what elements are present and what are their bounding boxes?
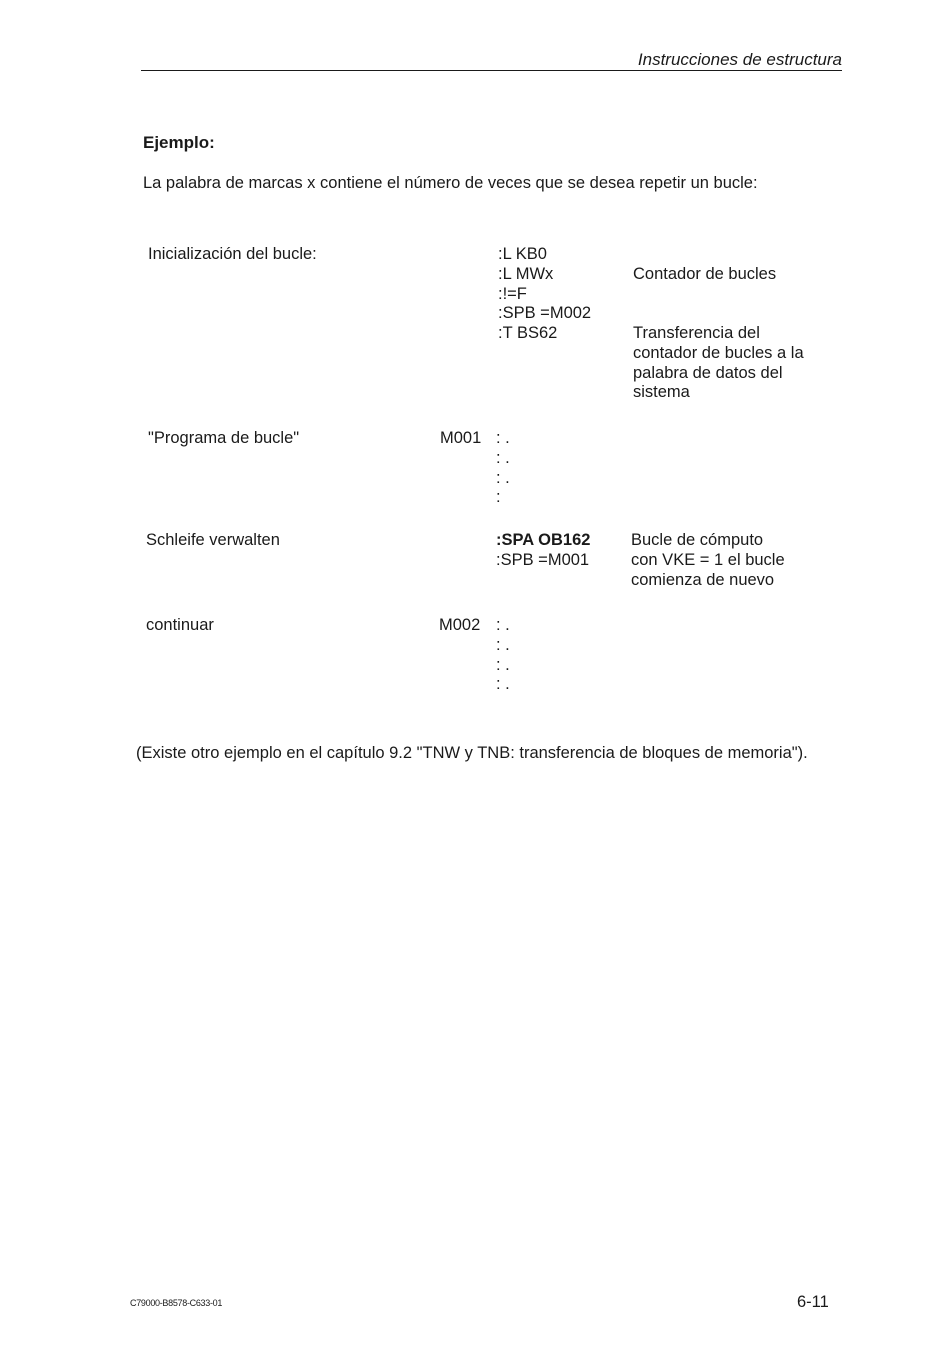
comment-line: comienza de nuevo [631,570,775,589]
comment-line: palabra de datos del [633,363,783,382]
init-code-block [498,245,591,344]
code-line: :!=F [498,284,527,303]
comment-line: Transferencia del [633,324,760,342]
continue-marker: M002 [439,616,481,634]
code-line: : [496,488,501,507]
example-heading: Ejemplo: [143,133,215,152]
code-line: : . [496,655,510,674]
loop-code-block [496,429,510,508]
code-line: : . [496,675,510,694]
code-line: : . [496,635,510,654]
code-line: : . [496,468,510,487]
document-code: C79000-B8578-C633-01 [130,1298,223,1308]
continue-code-block [496,616,510,695]
init-label: Inicialización del bucle: [148,245,317,263]
loop-label: "Programa de bucle" [148,429,300,447]
continue-label: continuar [146,616,214,634]
code-line: :L KB0 [498,245,547,263]
comment-line: Bucle de cómputo [631,531,764,549]
manage-label: Schleife verwalten [146,531,280,549]
init-comment-counter: Contador de bucles [633,265,777,283]
comment-line: contador de bucles a la [633,343,804,362]
loop-marker: M001 [440,429,482,447]
reference-note: (Existe otro ejemplo en el capítulo 9.2 "TNW y TNB: transferencia de bloques de memoria"). [136,744,808,762]
header-title: Instrucciones de estructura [637,50,842,69]
code-line: :SPB =M002 [498,304,592,323]
page-number: 6-11 [797,1293,829,1311]
intro-paragraph: La palabra de marcas x contiene el número de veces que se desea repetir un bucle: [143,174,758,192]
manage-comment [631,531,785,590]
code-line: : . [496,616,510,634]
header-rule [141,70,842,71]
manage-code-block [496,531,590,571]
comment-line: con VKE = 1 el bucle [631,550,785,569]
code-line: :T BS62 [498,324,558,343]
code-line: : . [496,429,510,447]
code-line: :L MWx [498,264,554,283]
code-line: : . [496,448,510,467]
init-comment-transfer [633,324,804,403]
code-line: :SPB =M001 [496,550,590,569]
comment-line: sistema [633,383,690,402]
code-line: :SPA OB162 [496,531,591,549]
